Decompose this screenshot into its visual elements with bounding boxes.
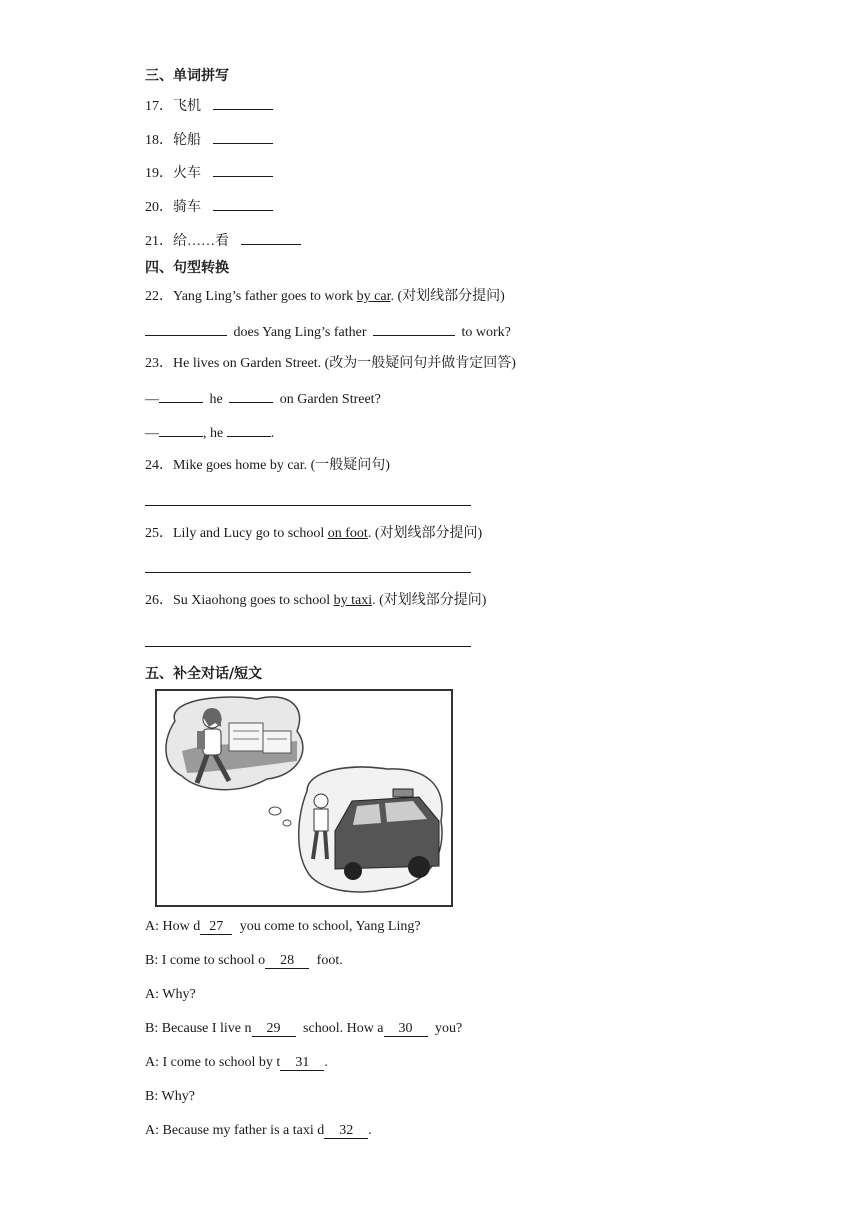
q23-blank-2[interactable] [229, 389, 273, 403]
dialogue-2-post: foot. [313, 953, 343, 968]
q17-answer-blank[interactable] [213, 96, 273, 110]
q21 [145, 231, 304, 251]
illustration-walk-and-taxi [155, 689, 453, 907]
q23-line2 [145, 423, 274, 443]
q26-text-post: . (对划线部分提问) [372, 593, 487, 608]
q25-text-post: . (对划线部分提问) [367, 526, 483, 541]
q23-line1-mid: he [206, 392, 227, 407]
q24-text: Mike goes home by car. (一般疑问句) [173, 458, 390, 473]
q23-blank-3[interactable] [159, 423, 203, 437]
dialogue-4-mid: school. How a [299, 1021, 384, 1036]
q25-underlined: on foot [327, 526, 368, 541]
dialogue-7-post: . [368, 1123, 372, 1138]
dialogue-1-post: you come to school, Yang Ling? [236, 919, 421, 934]
q26-answer-line[interactable] [145, 646, 471, 647]
q24-number: 24． [145, 458, 173, 473]
q22-blank-1[interactable] [145, 322, 227, 336]
dialogue-7-pre: A: Because my father is a taxi d [145, 1123, 325, 1138]
q23-line2-dash: — [145, 426, 159, 441]
q22-text-pre: Yang Ling’s father goes to work [173, 289, 357, 304]
illustration-svg [157, 691, 451, 905]
dialogue-line-5 [145, 1054, 328, 1072]
dialogue-5-post: . [324, 1055, 328, 1070]
q18 [145, 130, 276, 150]
q19 [145, 163, 276, 183]
q18-prompt: 轮船 [173, 133, 201, 148]
q18-number: 18． [145, 133, 173, 148]
blank-30[interactable]: 30 [384, 1021, 428, 1037]
blank-31[interactable]: 31 [280, 1055, 324, 1071]
dialogue-1-pre: A: How d [145, 919, 201, 934]
dialogue-line-2 [145, 952, 343, 970]
dialogue-4-pre: B: Because I live n [145, 1021, 252, 1036]
q26-text-pre: Su Xiaohong goes to school [173, 593, 334, 608]
q23-blank-1[interactable] [159, 389, 203, 403]
q23-number: 23． [145, 356, 173, 371]
dialogue-4-post: you? [431, 1021, 463, 1036]
blank-32[interactable]: 32 [324, 1123, 368, 1139]
dialogue-line-6 [145, 1088, 195, 1106]
dialogue-line-4 [145, 1020, 462, 1038]
q22-number: 22． [145, 289, 173, 304]
q17-prompt: 飞机 [173, 99, 201, 114]
blank-29[interactable]: 29 [252, 1021, 296, 1037]
blank-27[interactable]: 27 [200, 919, 232, 935]
q22-blank-2[interactable] [373, 322, 455, 336]
q22-text-post: . (对划线部分提问) [390, 289, 505, 304]
q25 [145, 525, 482, 543]
q23-text: He lives on Garden Street. (改为一般疑问句并做肯定回答) [173, 356, 516, 371]
dialogue-5-pre: A: I come to school by t [145, 1055, 281, 1070]
q22-answer-end: to work? [458, 325, 511, 340]
q23-line2-end: . [270, 426, 275, 441]
dialogue-2-pre: B: I come to school o [145, 953, 266, 968]
q20-prompt: 骑车 [173, 200, 201, 215]
q19-number: 19． [145, 166, 173, 181]
q20-answer-blank[interactable] [213, 197, 273, 211]
q19-prompt: 火车 [173, 166, 201, 181]
dialogue-line-7 [145, 1122, 372, 1140]
q23-blank-4[interactable] [227, 423, 271, 437]
q23-line1 [145, 389, 381, 409]
q17 [145, 96, 276, 116]
q22-answer-mid: does Yang Ling’s father [230, 325, 370, 340]
q25-number: 25． [145, 526, 173, 541]
q26-number: 26． [145, 593, 173, 608]
dialogue-line-3 [145, 986, 196, 1004]
q21-number: 21． [145, 234, 173, 249]
q22 [145, 288, 505, 306]
q22-underlined: by car [356, 289, 391, 304]
q20 [145, 197, 276, 217]
q23-line2-mid: , he [203, 426, 227, 441]
q23 [145, 355, 516, 373]
q25-answer-line[interactable] [145, 572, 471, 573]
q26 [145, 592, 486, 610]
dialogue-6-text: B: Why? [145, 1089, 195, 1104]
q22-answer [145, 322, 511, 342]
section5-title: 五、补全对话/短文 [145, 666, 263, 682]
q25-text-pre: Lily and Lucy go to school [173, 526, 328, 541]
section4-title: 四、句型转换 [145, 260, 229, 276]
q23-line1-end: on Garden Street? [276, 392, 381, 407]
q26-underlined: by taxi [333, 593, 373, 608]
dialogue-3-text: A: Why? [145, 987, 196, 1002]
q21-answer-blank[interactable] [241, 231, 301, 245]
q18-answer-blank[interactable] [213, 130, 273, 144]
q23-line1-dash: — [145, 392, 159, 407]
blank-28[interactable]: 28 [265, 953, 309, 969]
q20-number: 20． [145, 200, 173, 215]
q17-number: 17． [145, 99, 173, 114]
q24-answer-line[interactable] [145, 505, 471, 506]
q21-prompt: 给……看 [173, 234, 229, 249]
dialogue-line-1 [145, 918, 421, 936]
q24 [145, 457, 390, 475]
q19-answer-blank[interactable] [213, 163, 273, 177]
section3-title: 三、单词拼写 [145, 68, 229, 84]
